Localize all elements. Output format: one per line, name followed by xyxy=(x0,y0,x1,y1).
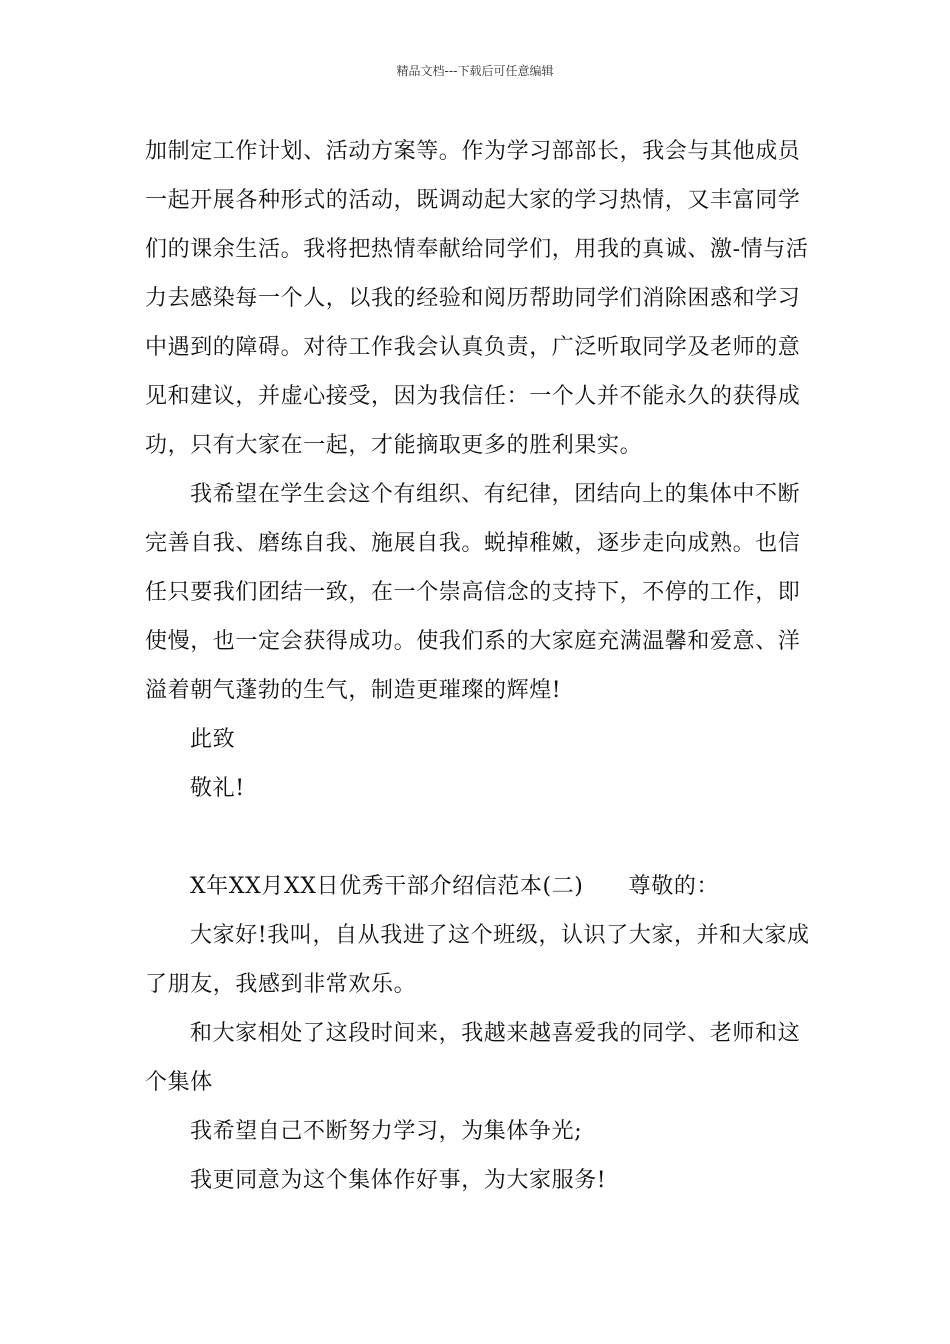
paragraph-hope: 我希望在学生会这个有组织、有纪律，团结向上的集体中不断完善自我、磨练自我、施展自我。蜕掉稚嫩，逐步走向成熟。也信任只要我们团结一致，在一个崇高信念的支持下，不停的工作，即使慢，也一定会获得成功。使我们系的大家庭充满温馨和爱意、洋溢着朝气蓬勃的生气，制造更璀璨的辉煌! xyxy=(145,482,801,703)
section-gap xyxy=(145,813,810,862)
section-title-line: X年XX月XX日优秀干部介绍信范本(二) 尊敬的： xyxy=(190,874,720,899)
paragraph-study-hard: 我希望自己不断努力学习，为集体争光; xyxy=(190,1119,583,1144)
paragraph-serve: 我更同意为这个集体作好事，为大家服务! xyxy=(190,1168,607,1193)
paragraph-greeting: 大家好!我叫，自从我进了这个班级，认识了大家，并和大家成了朋友，我感到非常欢乐。 xyxy=(145,923,810,997)
document-body xyxy=(145,127,810,1205)
page-header: 精品文档---下载后可任意编辑 xyxy=(396,64,554,78)
closing-salute: 敬礼! xyxy=(190,776,245,801)
paragraph-study-department: 加制定工作计划、活动方案等。作为学习部部长，我会与其他成员一起开展各种形式的活动，既调动起大家的学习热情，又丰富同学们的课余生活。我将把热情奉献给同学们，用我的真诚、激-情与活力去感染每一个人，以我的经验和阅历帮助同学们消除困惑和学习中遇到的障碍。对待工作我会认真负责，广泛听取同学及老师的意见和建议，并虚心接受，因为我信任：一个人并不能永久的获得成功，只有大家在一起，才能摘取更多的胜利果实。 xyxy=(145,139,809,458)
paragraph-time-together: 和大家相处了这段时间来，我越来越喜爱我的同学、老师和这个集体 xyxy=(145,1021,801,1095)
closing-greeting: 此致 xyxy=(190,727,236,752)
